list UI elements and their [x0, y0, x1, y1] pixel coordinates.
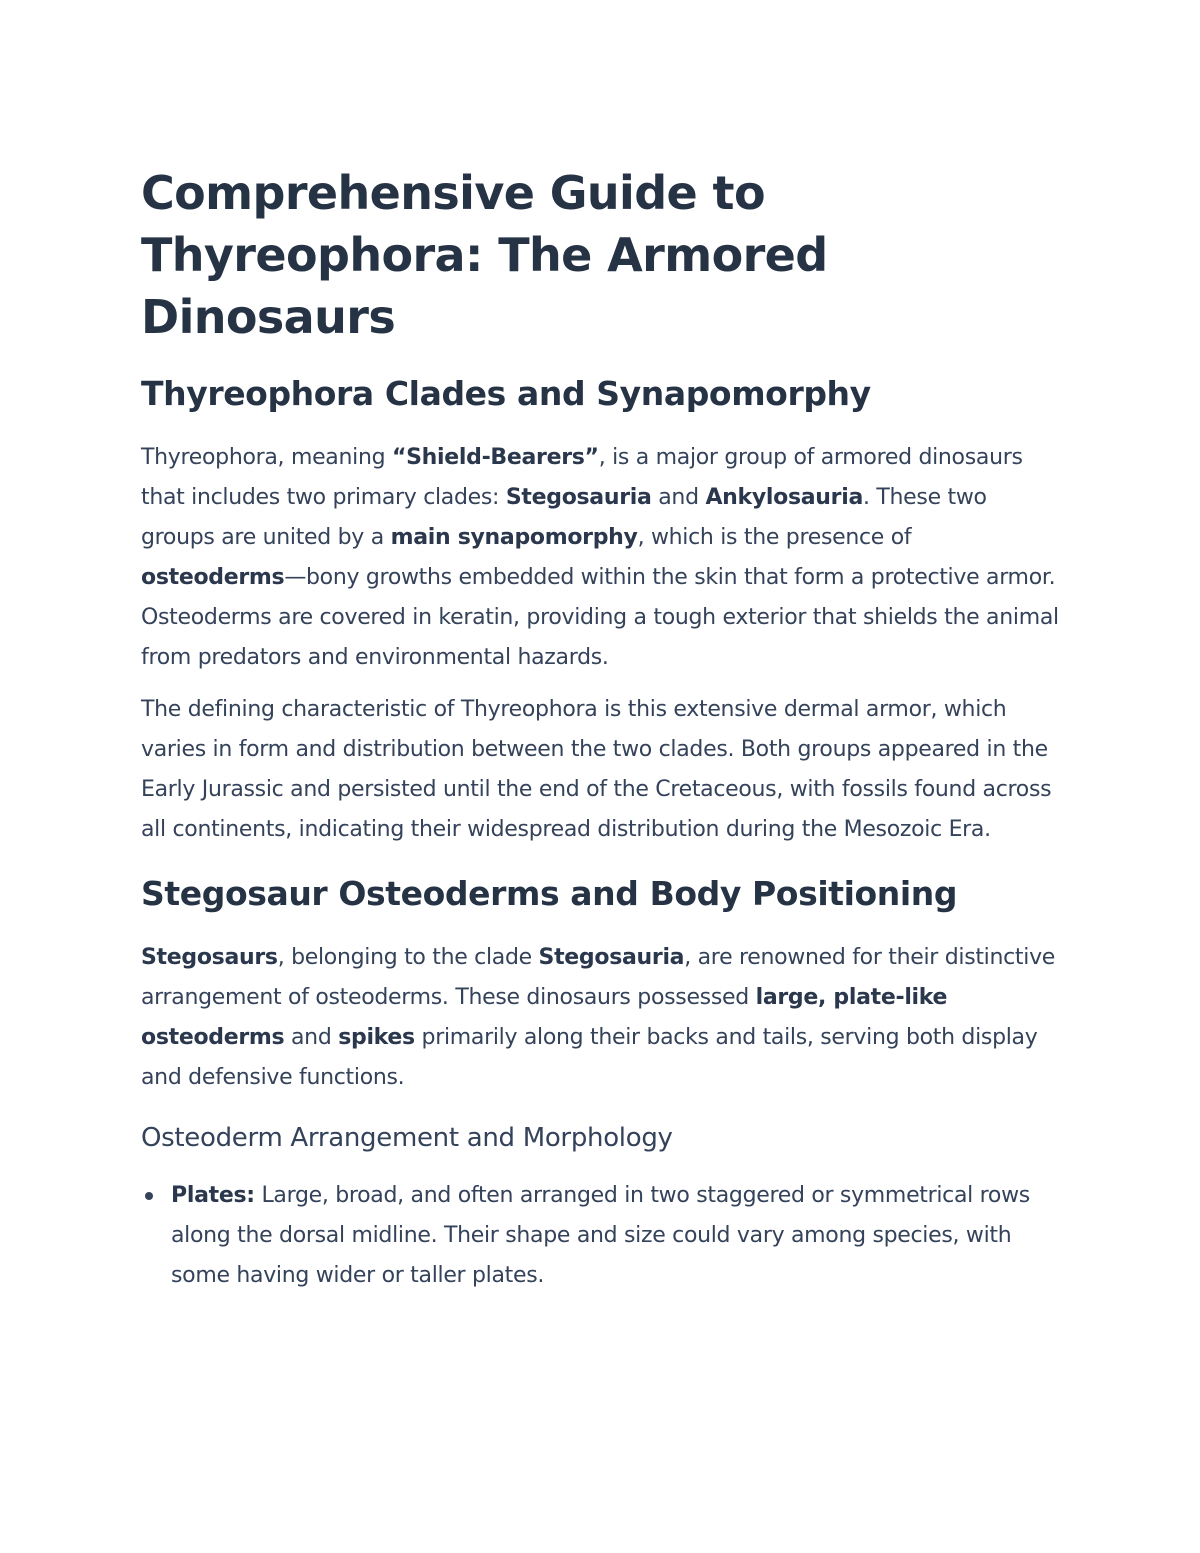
paragraph-clades-intro: [141, 438, 1061, 678]
text-run: Thyreophora, meaning: [141, 445, 392, 470]
bold-run: Stegosauria: [538, 945, 685, 970]
text-run: —bony growths embedded within the skin that form a protective armor. Osteoderms are covered in keratin, providing a tough exterior that shields the animal from predators and environmental hazards.: [141, 565, 1059, 670]
section-heading-stegosaur: Stegosaur Osteoderms and Body Positioning: [141, 874, 958, 913]
section-heading-clades: Thyreophora Clades and Synapomorphy: [141, 374, 871, 413]
bold-run: main synapomorphy: [390, 525, 638, 550]
bold-run: “Shield-Bearers”: [391, 445, 599, 470]
text-run: and: [651, 485, 706, 510]
bold-run: Stegosauria: [505, 485, 652, 510]
bold-run: spikes: [338, 1025, 415, 1050]
list-item-label: Plates:: [171, 1183, 255, 1208]
document-page: [141, 162, 1061, 1296]
text-run: , belonging to the clade: [277, 945, 539, 970]
text-run: and: [284, 1025, 339, 1050]
osteoderm-list: [141, 1176, 1061, 1296]
paragraph-stegosaur-intro: [141, 938, 1061, 1098]
text-run: . These two groups are united by a: [141, 485, 987, 550]
bold-run: Stegosaurs: [141, 945, 278, 970]
text-run: , which is the presence of: [637, 525, 912, 550]
text-run: , is a major group of armored dinosaurs that includes two primary clades:: [141, 445, 1023, 510]
text-run: , are renowned for their distinctive arrangement of osteoderms. These dinosaurs possessed: [141, 945, 1056, 1010]
subsection-heading-arrangement: Osteoderm Arrangement and Morphology: [141, 1123, 673, 1153]
bold-run: Ankylosauria: [705, 485, 863, 510]
bold-run: osteoderms: [141, 565, 285, 590]
list-item-text: Large, broad, and often arranged in two staggered or symmetrical rows along the dorsal midline. Their shape and size could vary among species, with some having wider or taller plates.: [171, 1183, 1030, 1288]
bold-run: large, plate-like osteoderms: [141, 985, 948, 1050]
list-item: [141, 1176, 1061, 1296]
bullet-icon: [145, 1192, 153, 1200]
paragraph-defining-characteristic: The defining characteristic of Thyreophora is this extensive dermal armor, which varies in form and distribution between the two clades. Both groups appeared in the Early Jurassic and persisted until the end of the Cretaceous, with fossils found across all continents, indicating their widespread distribution during the Mesozoic Era.: [141, 697, 1052, 842]
document-title: Comprehensive Guide to Thyreophora: The Armored Dinosaurs: [141, 166, 828, 344]
text-run: primarily along their backs and tails, serving both display and defensive functions.: [141, 1025, 1038, 1090]
